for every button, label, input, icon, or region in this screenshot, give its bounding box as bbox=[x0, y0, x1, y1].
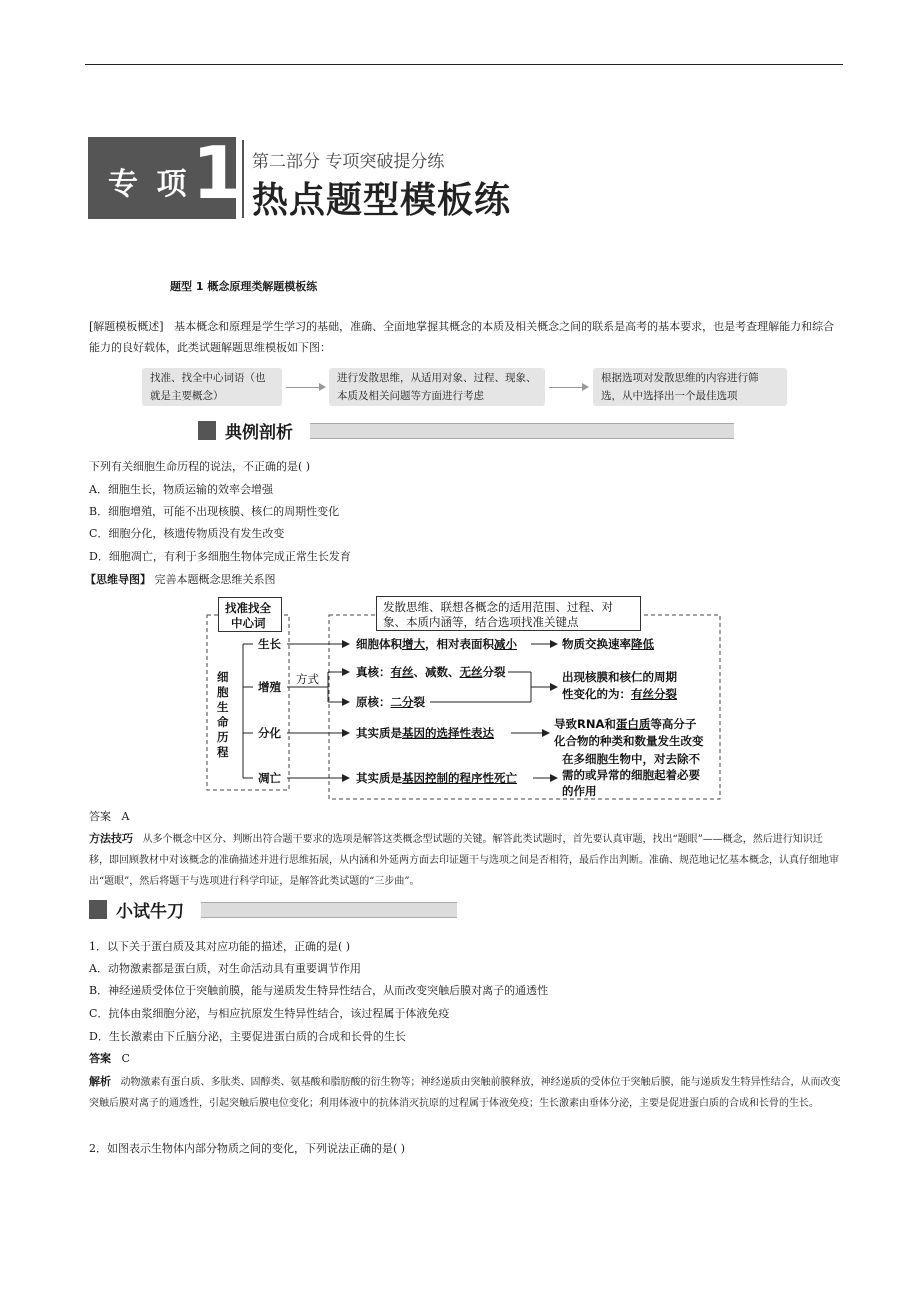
vertical-char-6: 程 bbox=[217, 745, 229, 759]
method-paragraph bbox=[89, 828, 841, 892]
q1-answer-value: C bbox=[121, 1052, 130, 1065]
flow-step-2-line1: 进行发散思维，从适用对象、过程、现象、 bbox=[337, 372, 537, 384]
diff-key: 基因的选择性表达 bbox=[402, 726, 494, 740]
diff-result-line2: 化合物的种类和数量发生改变 bbox=[554, 734, 704, 748]
euk-mid: 、减数、 bbox=[413, 665, 460, 679]
main-title: 热点题型模板练 bbox=[252, 180, 512, 221]
growth-key: 增大 bbox=[402, 637, 425, 651]
prolif-result-pre: 性变化的为： bbox=[562, 687, 631, 701]
example-option-b: B．细胞增殖，可能不出现核膜、核仁的周期性变化 bbox=[89, 505, 340, 518]
banner-number: 1 bbox=[192, 131, 243, 215]
section-title: 小试牛刀 bbox=[116, 902, 184, 922]
part-title: 第二部分 专项突破提分练 bbox=[252, 152, 445, 172]
answer-1-value: A bbox=[121, 810, 130, 823]
example-option-d: D．细胞凋亡，有利于多细胞生物体完成正常生长发育 bbox=[89, 550, 351, 563]
prolif-result-key: 有丝分裂 bbox=[631, 687, 677, 701]
q1-analysis bbox=[89, 1071, 841, 1114]
top-box-line2: 象、本质内涵等，结合选项找准关键点 bbox=[383, 615, 579, 629]
pro-key: 二分 bbox=[390, 695, 414, 709]
diff-r1-pre: 导致RNA和 bbox=[554, 717, 616, 731]
example-question: 下列有关细胞生命历程的说法，不正确的是( ) bbox=[89, 460, 311, 473]
prolif-result-line2 bbox=[562, 686, 677, 702]
flow-step-2-line2: 本质及相关问题等方面进行考虑 bbox=[337, 390, 484, 402]
q1-analysis-label: 解析 bbox=[89, 1075, 111, 1088]
flow-step-3-line1: 根据选项对发散思维的内容进行筛 bbox=[601, 372, 759, 384]
flow-step-1-line1: 找准、找全中心词语（也 bbox=[150, 372, 266, 384]
growth-result-key: 降低 bbox=[631, 637, 654, 651]
branch-growth: 生长 bbox=[258, 637, 281, 651]
question-type-heading: 题型 1 概念原理类解题模板练 bbox=[170, 280, 318, 293]
diff-text bbox=[356, 725, 494, 741]
q1-option-b: B．神经递质受体位于突触前膜，能与递质发生特异性结合，从而改变突触后膜对离子的通透性 bbox=[89, 984, 549, 997]
q1-analysis-text: 动物激素有蛋白质、多肽类、固醇类、氨基酸和脂肪酸的衍生物等；神经递质由突触前膜释放，神经递质的受体位于突触后膜，能与递质发生特异性结合，从而改变突触后膜对离子的通透性，引起突触后膜电位变化；利用体液中的抗体消灭抗原的过程属于体液免疫；生长激素由垂体分泌，主要是促进蛋白质的合成和长骨的生长。 bbox=[89, 1077, 841, 1109]
q1-option-d: D．生长激素由下丘脑分泌，主要促进蛋白质的合成和长骨的生长 bbox=[89, 1030, 406, 1043]
example-option-a: A．细胞生长，物质运输的效率会增强 bbox=[89, 483, 273, 496]
death-result-line3: 的作用 bbox=[562, 784, 597, 798]
prolif-prokaryote bbox=[356, 694, 425, 710]
branch-differentiation: 分化 bbox=[258, 726, 281, 740]
mindmap-caption-text: 完善本题概念思维关系图 bbox=[154, 573, 276, 586]
vertical-char-3: 生 bbox=[217, 700, 229, 714]
mindmap-top-box bbox=[376, 596, 641, 631]
vertical-char-4: 命 bbox=[217, 715, 229, 729]
q1-answer-label: 答案 bbox=[89, 1052, 111, 1065]
euk-key1: 有丝 bbox=[390, 665, 414, 679]
q2-stem: 2．如图表示生物体内部分物质之间的变化，下列说法正确的是( ) bbox=[89, 1142, 406, 1155]
mindmap-tag: 【思维导图】 bbox=[85, 573, 151, 586]
euk-post: 分裂 bbox=[482, 665, 506, 679]
diff-r1-key: 蛋白质 bbox=[615, 717, 651, 731]
method-label: 方式 bbox=[296, 672, 319, 686]
growth-result bbox=[562, 636, 654, 652]
vertical-char-1: 细 bbox=[217, 670, 229, 684]
pro-post: 裂 bbox=[413, 695, 425, 709]
growth-key2: 减小 bbox=[494, 637, 517, 651]
center-box-line1: 找准找全 bbox=[225, 601, 271, 615]
growth-text bbox=[356, 636, 517, 652]
death-text bbox=[356, 770, 517, 786]
vertical-char-5: 历 bbox=[217, 730, 229, 744]
example-option-c: C．细胞分化，核遗传物质没有发生改变 bbox=[89, 527, 285, 540]
growth-mid: ，相对表面积 bbox=[425, 637, 494, 651]
answer-1 bbox=[89, 807, 129, 827]
branch-proliferation: 增殖 bbox=[258, 680, 281, 694]
center-box-line2: 中心词 bbox=[231, 616, 266, 630]
diff-result-line1 bbox=[554, 716, 696, 732]
q1-option-c: C．抗体由浆细胞分泌，与相应抗原发生特异性结合，该过程属于体液免疫 bbox=[89, 1007, 450, 1020]
prolif-eukaryote bbox=[356, 664, 506, 680]
top-box-line1: 发散思维、联想各概念的适用范围、过程、对 bbox=[383, 600, 613, 614]
answer-1-label: 答案 bbox=[89, 810, 111, 823]
q1-stem: 1．以下关于蛋白质及其对应功能的描述，正确的是( ) bbox=[89, 940, 351, 953]
death-key: 基因控制的程序性死亡 bbox=[402, 771, 517, 785]
flow-step-1-line2: 就是主要概念） bbox=[150, 390, 224, 402]
mindmap-center-box bbox=[218, 597, 282, 632]
prolif-result-line1: 出现核膜和核仁的周期 bbox=[562, 670, 677, 684]
diff-pre: 其实质是 bbox=[356, 726, 402, 740]
q1-option-a: A．动物激素都是蛋白质，对生命活动具有重要调节作用 bbox=[89, 962, 361, 975]
section-header-practice bbox=[89, 899, 457, 921]
branch-apoptosis: 凋亡 bbox=[258, 771, 281, 785]
flow-step-3-line2: 选，从中选择出一个最佳选项 bbox=[601, 390, 738, 402]
euk-pre: 真核： bbox=[356, 665, 391, 679]
death-pre: 其实质是 bbox=[356, 771, 402, 785]
euk-key2: 无丝 bbox=[459, 665, 483, 679]
overview-label: [解题模板概述] bbox=[89, 320, 164, 333]
growth-pre: 细胞体积 bbox=[356, 637, 402, 651]
death-result-line2: 需的或异常的细胞起着必要 bbox=[562, 768, 700, 782]
death-result-line1: 在多细胞生物中，对去除不 bbox=[562, 752, 700, 766]
method-label-tag: 方法技巧 bbox=[89, 832, 133, 845]
vertical-char-2: 胞 bbox=[217, 685, 229, 699]
growth-result-text: 物质交换速率 bbox=[562, 637, 631, 651]
section-title: 典例剖析 bbox=[225, 423, 293, 443]
q1-answer bbox=[89, 1049, 130, 1069]
section-square-icon bbox=[89, 900, 107, 919]
pro-pre: 原核： bbox=[356, 695, 391, 709]
method-text: 从多个概念中区分、判断出符合题干要求的选项是解答这类概念型试题的关键。解答此类试题时，首先要认真审题，找出“题眼”——概念，然后进行知识迁移，即回顾教材中对该概念的准确描述并进行思维拓展，从内涵和外延两方面去印证题干与选项之间是否相符，最后作出判断。准确、规范地记忆基本概念，认真仔细地审出“题眼”，然后将题干与选项进行科学印证，是解答此类试题的“三步曲”。 bbox=[89, 834, 839, 887]
section-bar bbox=[201, 902, 457, 918]
banner-word: 专 项 bbox=[108, 167, 191, 202]
diff-r1-post: 等高分子 bbox=[650, 717, 697, 731]
overview-text: 基本概念和原理是学生学习的基础，准确、全面地掌握其概念的本质及相关概念之间的联系是高考的基本要求，也是考查理解能力和综合能力的良好载体，此类试题解题思维模板如下图： bbox=[89, 320, 835, 354]
